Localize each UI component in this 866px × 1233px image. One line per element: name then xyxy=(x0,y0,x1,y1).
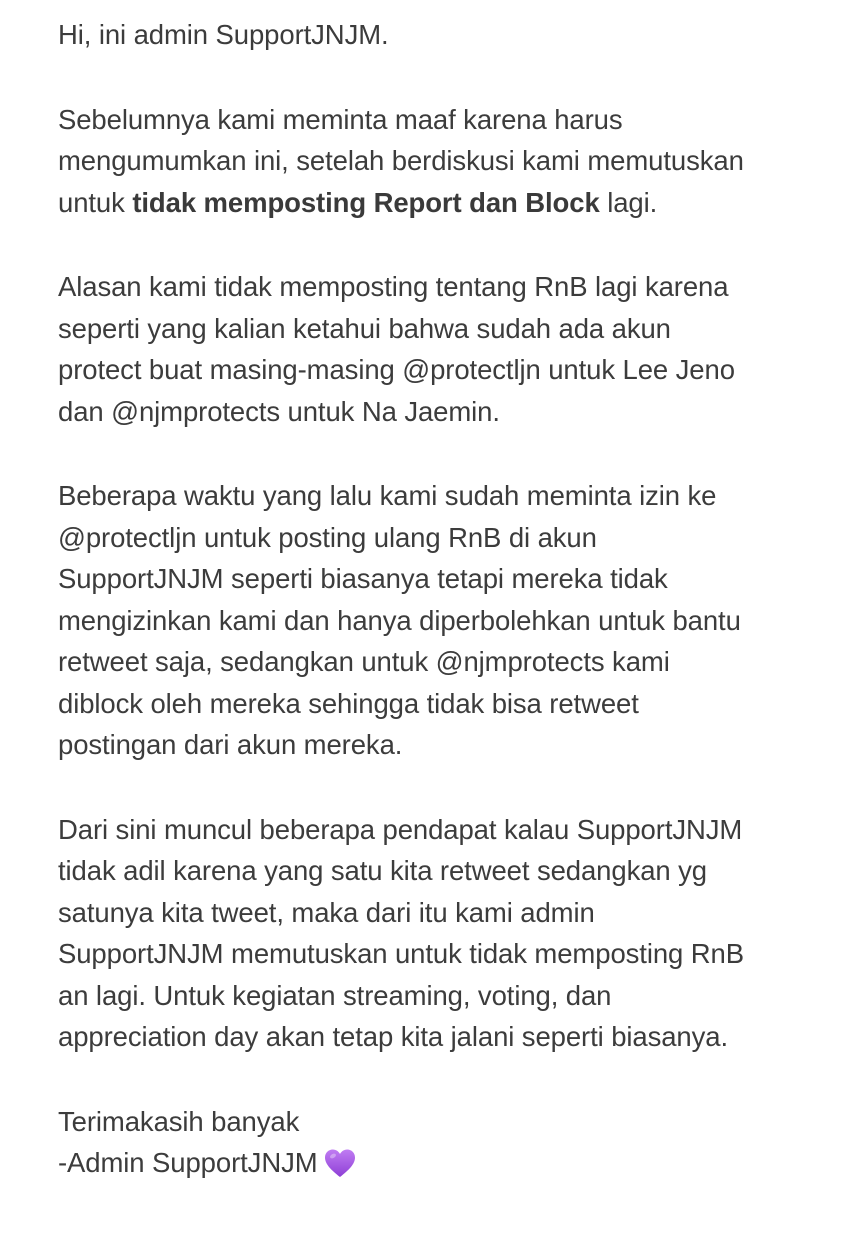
closing-paragraph xyxy=(58,1101,848,1190)
permission-line: postingan dari akun mereka. xyxy=(58,729,403,760)
note-body xyxy=(58,14,848,1233)
apology-line-1: Sebelumnya kami meminta maaf karena harus xyxy=(58,103,623,135)
apology-line-3-prefix: untuk xyxy=(58,186,133,218)
decision-line: Dari sini muncul beberapa pendapat kalau SupportJNJM xyxy=(58,813,743,845)
reason-line: protect buat masing-masing @protectljn untuk Lee Jeno xyxy=(58,354,735,385)
permission-line: retweet saja, sedangkan untuk @njmprotects kami xyxy=(58,646,670,677)
decision-line: satunya kita tweet, maka dari itu kami admin xyxy=(58,896,595,928)
decision-line: tidak adil karena yang satu kita retweet sedangkan yg xyxy=(58,855,707,886)
permission-line: diblock oleh mereka sehingga tidak bisa retweet xyxy=(58,687,639,719)
apology-line-2: mengumumkan ini, setelah berdiskusi kami memutuskan xyxy=(58,145,744,176)
thanks-text: Terimakasih banyak xyxy=(58,1105,300,1137)
permission-line: @protectljn untuk posting ulang RnB di akun xyxy=(58,521,597,553)
greeting-paragraph xyxy=(58,14,848,56)
purple-heart-icon xyxy=(324,1148,356,1190)
signature-line xyxy=(58,1142,848,1190)
apology-line-3 xyxy=(58,182,848,224)
reason-paragraph xyxy=(58,266,848,432)
permission-line: Beberapa waktu yang lalu kami sudah meminta izin ke xyxy=(58,480,717,511)
permission-line: mengizinkan kami dan hanya diperbolehkan untuk bantu xyxy=(58,604,741,636)
reason-line: Alasan kami tidak memposting tentang RnB lagi karena xyxy=(58,271,729,302)
permission-paragraph xyxy=(58,475,848,766)
apology-line-3-suffix: lagi. xyxy=(599,186,658,218)
signature-text: -Admin SupportJNJM xyxy=(58,1147,318,1178)
decision-line: SupportJNJM memutuskan untuk tidak memposting RnB xyxy=(58,938,744,969)
reason-line: dan @njmprotects untuk Na Jaemin. xyxy=(58,395,500,427)
announcement-bold-text: tidak memposting Report dan Block xyxy=(132,186,600,218)
greeting-text: Hi, ini admin SupportJNJM. xyxy=(58,19,389,50)
apology-paragraph xyxy=(58,99,848,224)
decision-line: appreciation day akan tetap kita jalani seperti biasanya. xyxy=(58,1021,729,1052)
permission-line: SupportJNJM seperti biasanya tetapi mereka tidak xyxy=(58,563,668,594)
decision-line: an lagi. Untuk kegiatan streaming, voting, dan xyxy=(58,979,612,1011)
reason-line: seperti yang kalian ketahui bahwa sudah ada akun xyxy=(58,312,671,344)
decision-paragraph xyxy=(58,809,848,1058)
